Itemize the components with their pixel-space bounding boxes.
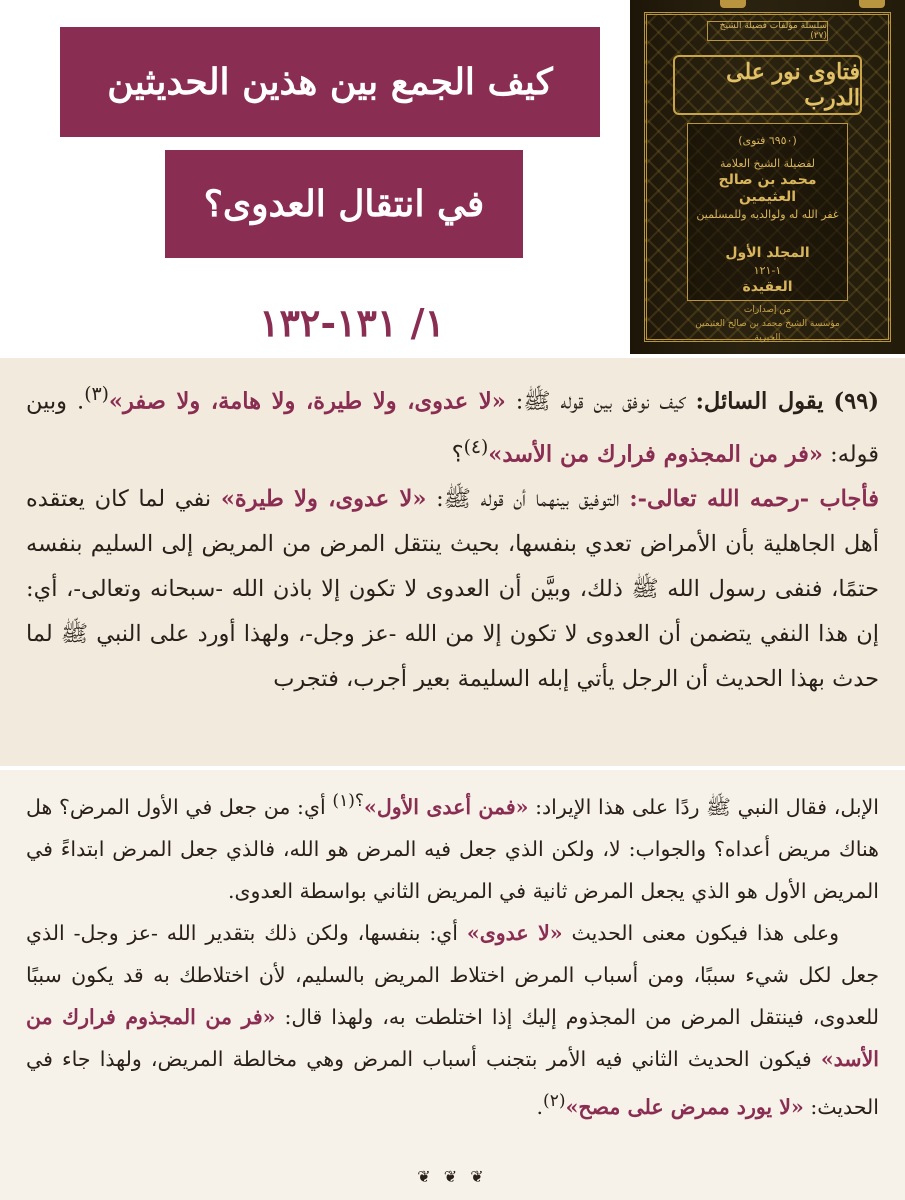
book-bookmark-icon [720, 0, 746, 8]
answer-text-2: نفي لما كان يعتقده أهل الجاهلية بأن الأمراض تعدي بنفسها، بحيث ينتقل المرض من المريض إلى السليم بنفسه حتمًا، فنفى رسول الله ﷺ ذلك، وبيَّن أن العدوى لا تكون إلا باذن الله -سبحانه وتعالى-، أي: إن هذا النفي يتضمن أن العدوى لا تكون إلا من الله -عز وجل-، ولهذا أورد على النبي ﷺ لما حدث بهذا الحديث أن الرجل يأتي إبله السليمة بعير أجرب، فتجرب [26, 486, 879, 692]
book-mercy: غفر الله له ولوالديه وللمسلمين [696, 208, 839, 221]
question-end: ؟ [451, 441, 464, 467]
question-text-2: . وبين قوله: [26, 388, 879, 467]
answer-lead: فأجاب -رحمه الله تعالى-: [629, 486, 880, 512]
title-banner-line-1 [60, 27, 600, 137]
hadith-quote: «لا عدوى، ولا طيرة» [220, 486, 427, 512]
book-publisher [683, 303, 852, 343]
hadith-quote: «فر من المجذوم فرارك من الأسد» [488, 441, 823, 467]
para2-end: . [536, 1094, 544, 1119]
book-by: لفضيلة الشيخ العلامة [719, 157, 815, 170]
footnote-ref: (٤) [463, 436, 489, 458]
book-cover-frame [644, 12, 891, 342]
continuation-paragraph [26, 780, 879, 912]
page-scan-2 [0, 770, 905, 1200]
title-line-1: كيف الجمع بين هذين الحديثين [107, 61, 553, 103]
book-volume: المجلد الأول [725, 245, 810, 261]
book-bookmark-icon [859, 0, 885, 8]
para1-text-b: أي: من جعل في الأول المرض؟ هل هناك مريض أعداه؟ والجواب: لا، ولكن الذي جعل فيه المرض هو الله، فالذي جعل المرض ابتداءً في المريض الأول هو الذي يجعل المرض ثانية في المريض الثاني بواسطة العدوى. [26, 794, 879, 903]
question-number: (٩٩) [833, 388, 879, 415]
hadith-quote: «فر من المجذوم فرارك من الأسد» [26, 1004, 879, 1071]
title-line-2: في انتقال العدوى؟ [203, 183, 485, 225]
hadith-quote: «لا عدوى، ولا طيرة، ولا هامة، ولا صفر» [108, 388, 506, 415]
header-area [0, 0, 905, 358]
hadith-quote: «فمن أعدى الأول» [364, 794, 529, 819]
footnote-ref: (٢) [543, 1090, 566, 1111]
question-lead: يقول السائل: [695, 388, 824, 415]
book-cover [630, 0, 905, 354]
para2-text-b: أي: بنفسها، ولكن ذلك بتقدير الله -عز وجل- الذي جعل لكل شيء سببًا، ومن أسباب المرض اختلاط المريض بالسليم، لأن اختلاطك به قد يكون سببًا للعدوى، فينتقل المرض من المجذوم إليك إذا اختلطت به، ولهذا قال: [26, 920, 879, 1029]
page-reference: ١/ ١٣١-١٣٢ [259, 299, 445, 345]
hadith-quote: «لا يورد ممرض على مصح» [565, 1094, 804, 1119]
para2-text-a: وعلى هذا فيكون معنى الحديث [571, 920, 839, 945]
title-banner-line-2 [165, 150, 523, 258]
book-subject: العقيدة [742, 279, 793, 295]
hadith-quote: «لا عدوى» [466, 920, 563, 945]
footnote-ref: ؟(١) [332, 791, 364, 811]
book-publisher-line-1: من إصدارات [743, 305, 792, 315]
question-text-1: كيف نوفق بين قوله ﷺ: [515, 388, 686, 415]
answer-paragraph [26, 477, 879, 702]
book-series: سلسلة مؤلفات فضيلة الشيخ (٢٧) [707, 21, 828, 41]
book-range: ١-١٢١ [753, 264, 782, 277]
ornament-icon: ❦ ❦ ❦ [417, 1167, 488, 1186]
book-title: فتاوى نور على الدرب [673, 55, 862, 115]
question-paragraph [26, 372, 879, 477]
answer-text-1: التوفيق بينهما أن قوله ﷺ: [436, 486, 620, 512]
para1-text-a: الإبل، فقال النبي ﷺ ردًا على هذا الإيراد: [535, 794, 879, 819]
book-info-panel [687, 123, 848, 301]
book-count: (٦٩٥٠ فتوى) [738, 134, 797, 147]
footnote-ref: (٣) [84, 384, 109, 405]
book-publisher-line-2: مؤسسة الشيخ محمد بن صالح العثيمين الخيرية [695, 319, 840, 343]
para2-text-c: فيكون الحديث الثاني فيه الأمر بتجنب أسباب المرض وهي مخالطة المريض، ولهذا جاء في الحديث: [26, 1046, 879, 1119]
book-author: محمد بن صالح العثيمين [718, 172, 817, 205]
page-scan-1 [0, 358, 905, 766]
explanation-paragraph [26, 912, 879, 1128]
